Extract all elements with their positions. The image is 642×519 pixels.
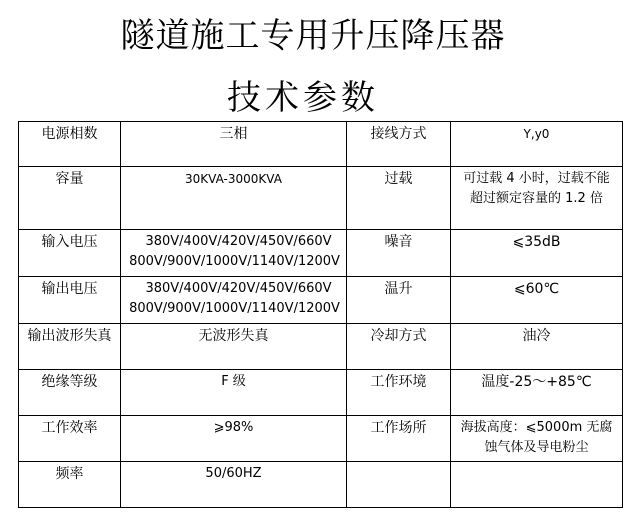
input-voltage-line2: 800V/900V/1000V/1140V/1200V (129, 254, 340, 269)
label-phase: 电源相数 (19, 122, 121, 167)
empty-label-cell (347, 462, 451, 508)
value-environment: 温度-25～+85℃ (451, 370, 623, 416)
label-environment: 工作环境 (347, 370, 451, 416)
value-temperature-rise: ⩽60℃ (451, 277, 623, 324)
label-input-voltage: 输入电压 (19, 230, 121, 277)
label-waveform: 输出波形失真 (19, 324, 121, 370)
label-noise: 噪音 (347, 230, 451, 277)
output-voltage-line1: 380V/400V/420V/450V/660V (145, 281, 332, 296)
value-capacity: 30KVA-3000KVA (121, 167, 347, 230)
label-capacity: 容量 (19, 167, 121, 230)
table-row (19, 167, 623, 230)
table-row (19, 416, 623, 462)
value-output-voltage (121, 277, 347, 324)
table-row (19, 230, 623, 277)
label-efficiency: 工作效率 (19, 416, 121, 462)
label-cooling: 冷却方式 (347, 324, 451, 370)
table-row (19, 462, 623, 508)
label-overload: 过载 (347, 167, 451, 230)
value-efficiency: ⩾98% (121, 416, 347, 462)
value-wiring: Y,y0 (451, 122, 623, 167)
label-wiring: 接线方式 (347, 122, 451, 167)
input-voltage-line1: 380V/400V/420V/450V/660V (145, 234, 332, 249)
table-row (19, 277, 623, 324)
value-workplace: 海拔高度：⩽5000m 无腐蚀气体及导电粉尘 (451, 416, 623, 462)
empty-value-cell (451, 462, 623, 508)
value-insulation: F 级 (121, 370, 347, 416)
value-phase: 三相 (121, 122, 347, 167)
table-row (19, 370, 623, 416)
document-title: 隧道施工专用升压降压器 (120, 16, 506, 56)
document-subtitle: 技术参数 (227, 78, 379, 118)
label-workplace: 工作场所 (347, 416, 451, 462)
label-temperature-rise: 温升 (347, 277, 451, 324)
label-output-voltage: 输出电压 (19, 277, 121, 324)
output-voltage-line2: 800V/900V/1000V/1140V/1200V (129, 301, 340, 316)
label-insulation: 绝缘等级 (19, 370, 121, 416)
table-row (19, 122, 623, 167)
value-input-voltage (121, 230, 347, 277)
value-frequency: 50/60HZ (121, 462, 347, 508)
value-cooling: 油冷 (451, 324, 623, 370)
value-overload: 可过载 4 小时，过载不能超过额定容量的 1.2 倍 (451, 167, 623, 230)
value-noise: ⩽35dB (451, 230, 623, 277)
spec-table (18, 121, 623, 508)
value-waveform: 无波形失真 (121, 324, 347, 370)
label-frequency: 频率 (19, 462, 121, 508)
table-row (19, 324, 623, 370)
